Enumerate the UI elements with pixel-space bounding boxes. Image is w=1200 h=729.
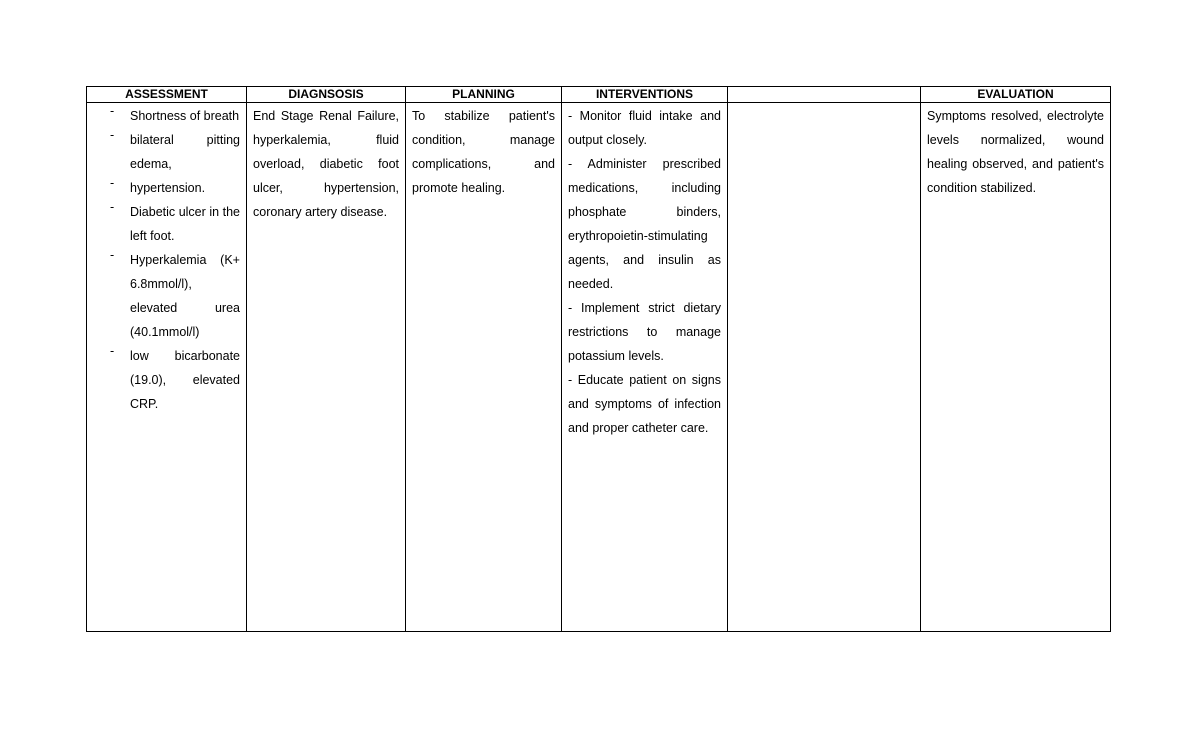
intervention-item: - Implement strict dietary restrictions to manage potassium levels. bbox=[568, 301, 721, 363]
header-blank bbox=[728, 87, 921, 103]
header-planning: PLANNING bbox=[406, 87, 562, 103]
planning-text: To stabilize patient's condition, manage complications, and promote healing. bbox=[412, 109, 555, 195]
header-interventions: INTERVENTIONS bbox=[562, 87, 728, 103]
interventions-cell bbox=[562, 103, 728, 632]
assessment-cell bbox=[87, 103, 247, 632]
assessment-item: - low bicarbonate (19.0), elevated CRP. bbox=[110, 344, 240, 411]
header-diagnosis: DIAGNSOSIS bbox=[247, 87, 406, 103]
diagnosis-cell bbox=[247, 103, 406, 632]
intervention-item: - Monitor fluid intake and output closely. bbox=[568, 109, 721, 147]
header-evaluation: EVALUATION bbox=[921, 87, 1111, 103]
intervention-item: - Administer prescribed medications, including phosphate binders, erythropoietin-stimulating agents, and insulin as needed. bbox=[568, 157, 721, 291]
assessment-item: - Hyperkalemia (K+ 6.8mmol/l), elevated urea (40.1mmol/l) bbox=[110, 248, 240, 339]
diagnosis-text: End Stage Renal Failure, hyperkalemia, fluid overload, diabetic foot ulcer, hypertension, coronary artery disease. bbox=[253, 109, 399, 219]
assessment-item: - bilateral pitting edema, bbox=[110, 128, 240, 171]
content-row bbox=[87, 103, 1111, 632]
assessment-item: - Diabetic ulcer in the left foot. bbox=[110, 200, 240, 243]
evaluation-text: Symptoms resolved, electrolyte levels normalized, wound healing observed, and patient's condition stabilized. bbox=[927, 109, 1104, 195]
assessment-list bbox=[87, 104, 240, 416]
interventions-list bbox=[568, 104, 721, 440]
header-assessment: ASSESSMENT bbox=[87, 87, 247, 103]
evaluation-cell bbox=[921, 103, 1111, 632]
planning-cell bbox=[406, 103, 562, 632]
blank-cell bbox=[728, 103, 921, 632]
assessment-item: - Shortness of breath bbox=[110, 104, 240, 123]
header-row bbox=[87, 87, 1111, 103]
intervention-item: - Educate patient on signs and symptoms of infection and proper catheter care. bbox=[568, 373, 721, 435]
nursing-care-plan-table bbox=[86, 86, 1111, 632]
assessment-item: - hypertension. bbox=[110, 176, 206, 195]
